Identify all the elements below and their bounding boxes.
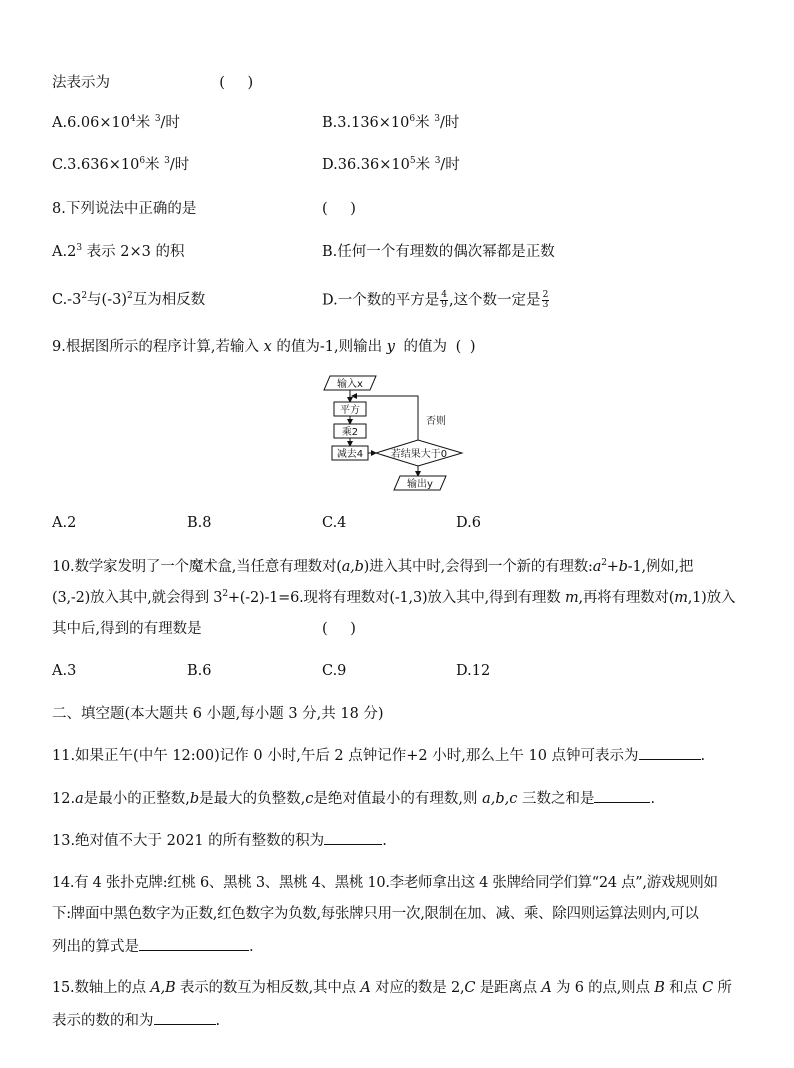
q14-line-1: 14.有 4 张扑克牌:红桃 6、黑桃 3、黑桃 4、黑桃 10.李老师拿出这 4 张牌给同学们算“24 点”,游戏规则如: [52, 875, 718, 891]
q13-answer-blank[interactable]: [324, 830, 382, 845]
q7-option-b: $B.3.136\times 10^6$米 $^3$/时: [322, 114, 460, 131]
q7-answer-paren: ( ): [219, 75, 256, 91]
flow-decision-label: 若结果大于0: [390, 449, 448, 460]
q8-option-a: $A.2^3$ 表示 2×3 的积: [52, 243, 185, 260]
q10-option-c: C.9: [322, 663, 347, 679]
q10-option-a: A.3: [52, 663, 77, 679]
q10-line-1: 10.数学家发明了一个魔术盒,当任意有理数对(a,b)进入其中时,会得到一个新的有理数$:a^2+b-1$,例如,把: [52, 558, 694, 575]
q8-option-c: $C.-3^2$与$(-3)^2$互为相反数: [52, 291, 206, 308]
flow-output-label: 输出y: [407, 479, 433, 490]
q10-answer-paren: ( ): [322, 621, 358, 637]
flow-input-label: 输入x: [337, 379, 363, 390]
q9-option-b: B.8: [187, 515, 212, 531]
q9-option-c: C.4: [322, 515, 347, 531]
flow-multiply-label: 乘2: [341, 427, 359, 438]
q9-option-d: D.6: [456, 515, 481, 531]
q10-line-2: (3,-2)放入其中,就会得到 $3^2+(-2)-1=6$.现将有理数对(-1,3)放入其中,得到有理数 m,再将有理数对(m,1)放入: [52, 589, 736, 606]
flow-square-label: 平方: [340, 405, 360, 416]
q12-answer-blank[interactable]: [594, 788, 650, 803]
fraction-2-3: $\frac{2}{3}$: [542, 290, 549, 310]
section-2-title: 二、填空题(本大题共 6 小题,每小题 3 分,共 18 分): [52, 706, 384, 722]
q7-option-a: $A.6.06\times 10^4$米 $^3$/时: [52, 114, 180, 131]
flow-subtract-label: 减去4: [336, 449, 364, 460]
q7-option-d: $D.36.36\times 10^5$米 $^3$/时: [322, 156, 460, 173]
q13: 13.绝对值不大于 2021 的所有整数的积为 .: [52, 830, 387, 850]
q10-line-3: 其中后,得到的有理数是: [52, 621, 202, 637]
q15-line-1: 15.数轴上的点 A,B 表示的数互为相反数,其中点 A 对应的数是 2,C 是距离点 A 为 6 的点,则点 B 和点 C 所: [52, 980, 732, 996]
q8-option-d: D.一个数的平方是 $\frac{4}{9}$ ,这个数一定是 $\frac{2}{3}$: [322, 290, 549, 310]
q12: 12.a是最小的正整数,b是最大的负整数,c是绝对值最小的有理数,则 a,b,c 三数之和是 .: [52, 788, 655, 808]
q8-answer-paren: ( ): [322, 201, 358, 217]
q9-option-a: A.2: [52, 515, 77, 531]
q8-stem: 8.下列说法中正确的是: [52, 201, 197, 217]
q15-line-2: 表示的数的和为 .: [52, 1010, 220, 1030]
q8-option-b: B.任何一个有理数的偶次幂都是正数: [322, 244, 555, 260]
q11: 11.如果正午(中午 12:00)记作 0 小时,午后 2 点钟记作+2 小时,那么上午 10 点钟可表示为 .: [52, 745, 705, 765]
q9-flowchart: [322, 372, 482, 496]
q14-line-3: 列出的算式是 .: [52, 936, 254, 956]
q15-answer-blank[interactable]: [154, 1010, 216, 1025]
q7-stem-text: 法表示为: [52, 75, 110, 91]
q11-answer-blank[interactable]: [639, 745, 701, 760]
q14-line-2: 下:牌面中黑色数字为正数,红色数字为负数,每张牌只用一次,限制在加、减、乘、除四则运算法则内,可以: [52, 906, 699, 922]
q9-stem: 9.根据图所示的程序计算,若输入 x 的值为-1,则输出 y 的值为 ( ): [52, 339, 476, 355]
flow-else-label: 否则: [426, 416, 446, 427]
fraction-4-9: $\frac{4}{9}$: [441, 290, 447, 310]
q10-option-b: B.6: [187, 663, 212, 679]
q14-answer-blank[interactable]: [139, 936, 249, 951]
q7-option-c: $C.3.636\times 10^6$米 $^3$/时: [52, 156, 190, 173]
q10-option-d: D.12: [456, 663, 491, 679]
q7-stem-tail: [52, 74, 255, 92]
